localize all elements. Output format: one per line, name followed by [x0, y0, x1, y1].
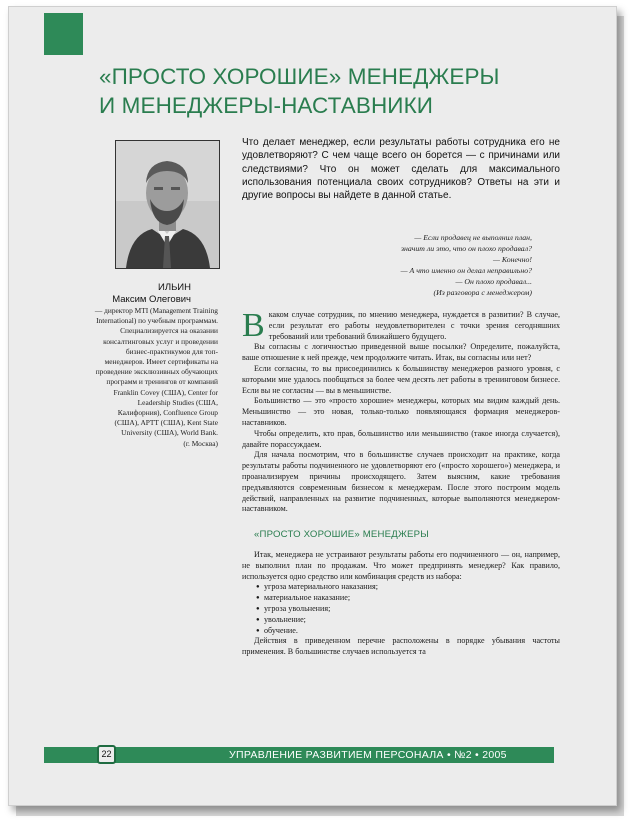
body-paragraph: Итак, менеджера не устраивают результаты работы его подчиненного — он, например, не выполнил план по продажам. Что может предпринять менеджер? Как правило, используется одно средство или комбинация средств из набора:: [242, 549, 560, 581]
measures-list: [242, 582, 560, 636]
magazine-page: [8, 6, 617, 806]
body-paragraph: Большинство — это «просто хорошие» менеджеры, которых мы видим каждый день. Меньшинство — это новая, только-только появляющаяся формация менеджеров-наставников.: [242, 396, 560, 427]
article-title-line-1: «ПРОСТО ХОРОШИЕ» МЕНЕДЖЕРЫ: [99, 64, 500, 89]
body-paragraph: Чтобы определить, кто прав, большинство или меньшинство (такое иногда случается), давайте порассуждаем.: [242, 428, 560, 449]
body-paragraph: Действия в приведенном перечне расположены в порядке убывания частоты применения. В большинстве случаев используется та: [242, 636, 560, 657]
corner-accent-bar: [44, 13, 83, 55]
section-heading: «ПРОСТО ХОРОШИЕ» МЕНЕДЖЕРЫ: [254, 529, 429, 541]
author-given-name: Максим Олегович: [112, 293, 191, 305]
author-city: (г. Москва): [183, 438, 218, 448]
body-paragraph: [242, 307, 560, 344]
article-body: [242, 307, 560, 658]
epigraph-line: — Он плохо продавал...: [455, 277, 532, 287]
epigraph: [401, 232, 532, 299]
article-title-line-2: И МЕНЕДЖЕРЫ-НАСТАВНИКИ: [99, 93, 434, 118]
author-name-block: [112, 282, 191, 305]
epigraph-line: — Если продавец не выполнил план,: [414, 233, 532, 242]
list-item: ● угроза увольнения;: [256, 604, 560, 615]
epigraph-line: — Конечно!: [493, 255, 532, 265]
author-photo: [115, 140, 220, 269]
epigraph-line: значит ли это, что он плохо продавал?: [400, 244, 532, 254]
body-paragraph: Если согласны, то вы присоединились к большинству менеджеров разного уровня, с которыми мне удалось пообщаться за более чем десять лет работы в тренинговом бизнесе. Если вы не согласны — вы в меньшинстве.: [242, 363, 560, 395]
epigraph-line: — А что именно он делал неправильно?: [400, 266, 532, 276]
list-item: ● угроза материального наказания;: [256, 582, 560, 593]
body-paragraph-text: каком случае сотрудник, по мнению менеджера, нуждается в развитии? В случае, если результат его работы неудовлетворителен с точки зрения сегодняшних требований или требований ближайшего будущего.: [268, 310, 560, 341]
author-surname: ИЛЬИН: [158, 282, 191, 293]
article-title: [99, 62, 500, 120]
body-paragraph: Для начала посмотрим, что в большинстве случаев происходит на практике, когда результаты работы подчиненного не удовлетворяют его («просто хорошего») менеджера, и проанализируем причины происходящего. Затем выясним, какие требования предъявляются современным бизнесом к менеджерам. После этого построим модель действий, направленных на развитие подчиненных, которые выполняются менеджером-наставником.: [242, 450, 560, 514]
list-item: ● материальное наказание;: [256, 593, 560, 604]
journal-footer: УПРАВЛЕНИЕ РАЗВИТИЕМ ПЕРСОНАЛА • №2 • 2005: [229, 749, 507, 761]
body-paragraph: Вы согласны с логичностью приведенной выше посылки? Определите, пожалуйста, ваше отношение к ней прежде, чем продолжите читать. Итак, вы согласны или нет?: [242, 342, 560, 363]
page-number: 22: [97, 745, 116, 764]
epigraph-source: (Из разговора с менеджером): [433, 288, 532, 298]
list-item: ● увольнение;: [256, 615, 560, 626]
author-bio: [93, 306, 218, 449]
author-portrait-image: [116, 141, 219, 268]
author-bio-text: — директор MTI (Management Training International) по учебным программам. Специализируется на оказании консалтинговых услуг и проведении бизнес-практикумов для топ-менеджеров. Имеет сертификаты на проведение эксклюзивных обучающих программ и тренингов от компаний Franklin Covey (США), Center for Leadership Studies (США, Калифорния), Confluence Group (США), APTT (США), Kent State University (США), World Bank.: [94, 306, 218, 438]
list-item: ● обучение.: [256, 626, 560, 637]
drop-cap: В: [242, 307, 265, 344]
article-lead: Что делает менеджер, если результаты работы сотрудника его не удовлетворяют? С чем чаще всего он борется — с причинами или следствиями? Что он может сделать для максимального использования потенциала своих сотрудников? Ответы на эти и другие вопросы вы найдете в данной статье.: [242, 137, 560, 202]
